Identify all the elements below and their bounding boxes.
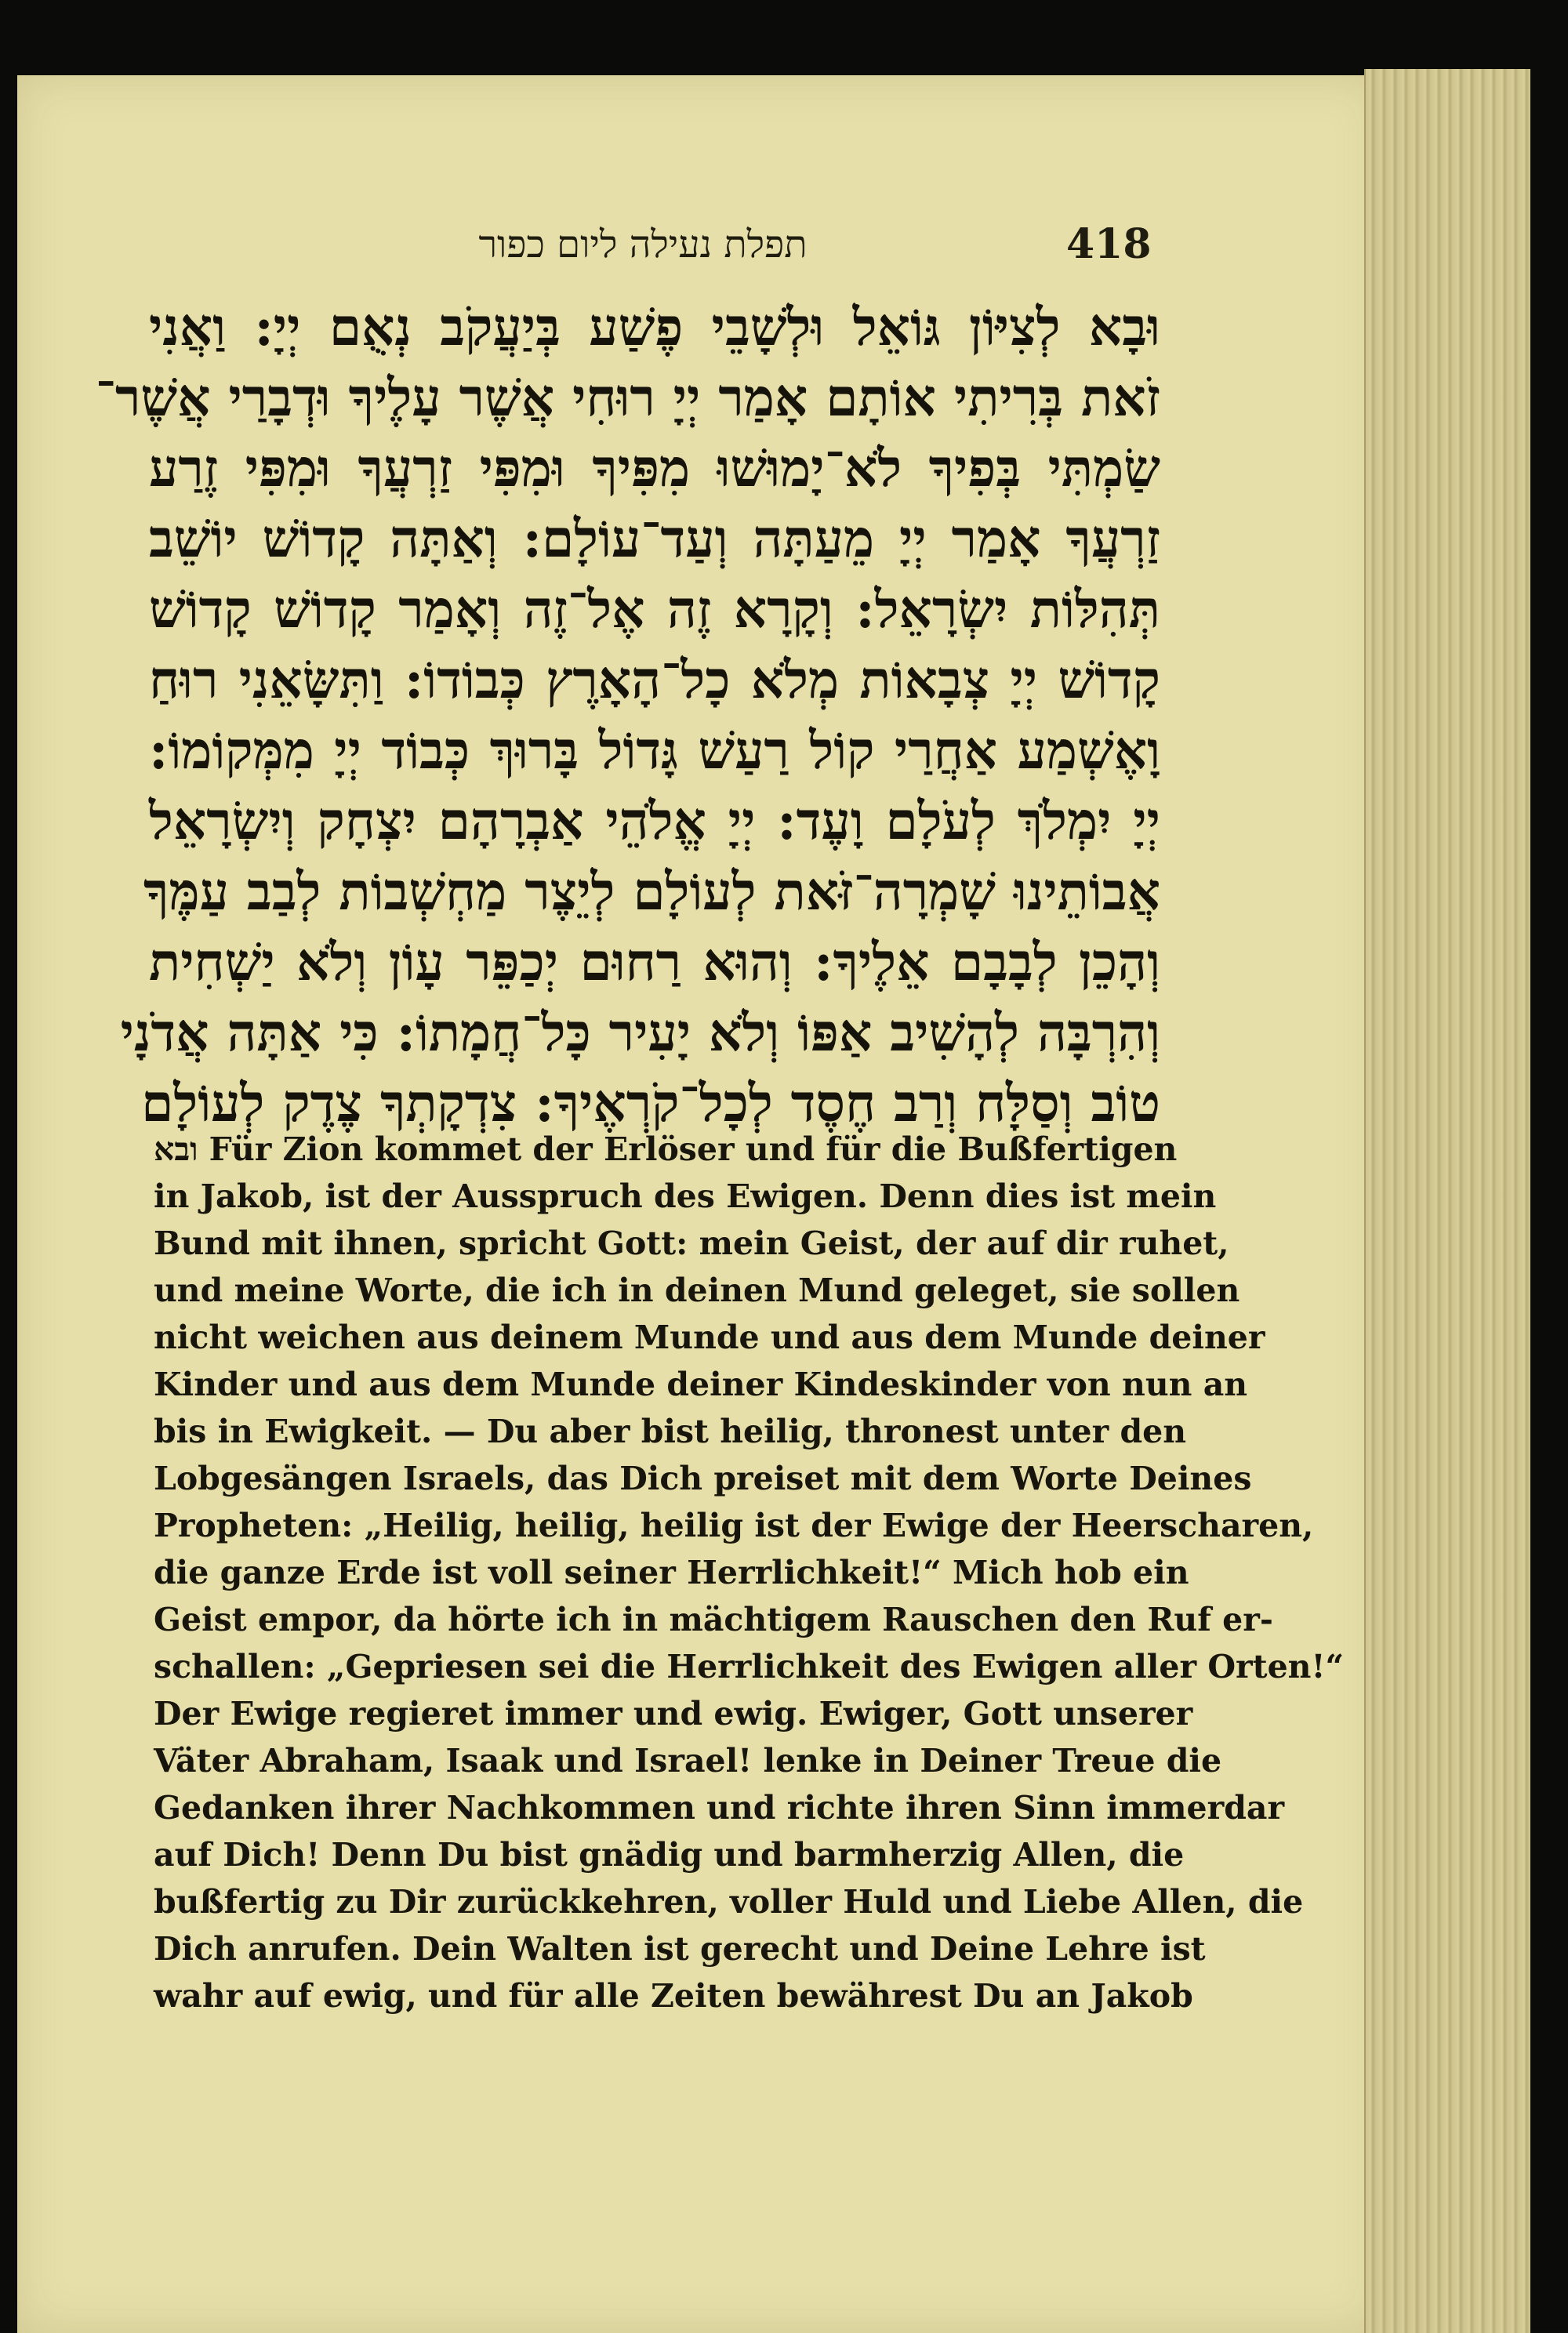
german-line: Dich anrufen. Dein Walten ist gerecht und Deine Lehre ist — [154, 1930, 1206, 1968]
german-line: Propheten: „Heilig, heilig, heilig ist der Ewige der Heerscharen, — [154, 1507, 1314, 1544]
german-line — [154, 1126, 1178, 1173]
hebrew-line: קָדוֹשׁ יְיָ צְבָאוֹת מְלֹא כָל־הָאָרֶץ כְּבוֹדוֹ: וַתִּשָּׂאֵנִי רוּחַ — [149, 649, 1160, 710]
hebrew-line: שַׂמְתִּי בְּפִיךָ לֹא־יָמוּשׁוּ מִפִּיךָ וּמִפִּי זַרְעֲךָ וּמִפִּי זֶרַע — [149, 437, 1160, 499]
german-line: und meine Worte, die ich in deinen Mund geleget, sie sollen — [154, 1272, 1240, 1309]
german-line: Väter Abraham, Isaak und Israel! lenke in Deiner Treue die — [154, 1742, 1222, 1780]
german-line: schallen: „Gepriesen sei die Herrlichkeit des Ewigen aller Orten!“ — [154, 1648, 1345, 1685]
german-line-text: Für Zion kommet der Erlöser und für die Bußfertigen — [209, 1130, 1178, 1168]
german-line: Bund mit ihnen, spricht Gott: mein Geist, der auf dir ruhet, — [154, 1225, 1229, 1262]
hebrew-line: וְהָכֵן לְבָבָם אֵלֶיךָ: וְהוּא רַחוּם יְכַפֵּר עָוֹן וְלֹא יַשְׁחִית — [149, 931, 1160, 992]
hebrew-line: זֹאת בְּרִיתִי אוֹתָם אָמַר יְיָ רוּחִי אֲשֶׁר עָלֶיךָ וּדְבָרַי אֲשֶׁר־ — [95, 367, 1160, 428]
hebrew-line: טוֹב וְסַלָּח וְרַב חֶסֶד לְכָל־קֹרְאֶיךָ: צִדְקָתְךָ צֶדֶק לְעוֹלָם — [141, 1072, 1160, 1134]
german-line: in Jakob, ist der Ausspruch des Ewigen. Denn dies ist mein — [154, 1177, 1217, 1215]
hebrew-line: וְהִרְבָּה לְהָשִׁיב אַפּוֹ וְלֹא יָעִיר כָּל־חֲמָתוֹ: כִּי אַתָּה אֲדֹנָי — [120, 1002, 1160, 1063]
page-number: 418 — [1066, 220, 1152, 268]
page-edges — [1364, 69, 1530, 2333]
german-line: Lobgesängen Israels, das Dich preiset mit dem Worte Deines — [154, 1460, 1252, 1497]
hebrew-text-block — [95, 292, 1160, 1138]
lead-hebrew-word: ובא — [154, 1130, 198, 1168]
german-line: Kinder und aus dem Munde deiner Kindeskinder von nun an — [154, 1366, 1248, 1403]
german-line: Geist empor, da hörte ich in mächtigem Rauschen den Ruf er- — [154, 1601, 1273, 1638]
german-line: die ganze Erde ist voll seiner Herrlichkeit!“ Mich hob ein — [154, 1554, 1189, 1591]
hebrew-line: אֲבוֹתֵינוּ שָׁמְרָה־זֹּאת לְעוֹלָם לְיֵצֶר מַחְשְׁבוֹת לְבַב עַמֶּךָ — [143, 861, 1160, 922]
german-translation-block — [154, 1126, 1345, 2019]
hebrew-line: זַרְעֲךָ אָמַר יְיָ מֵעַתָּה וְעַד־עוֹלָם: וְאַתָּה קָדוֹשׁ יוֹשֵׁב — [149, 508, 1160, 569]
hebrew-line: תְּהִלּוֹת יִשְׂרָאֵל: וְקָרָא זֶה אֶל־זֶה וְאָמַר קָדוֹשׁ קָדוֹשׁ — [149, 579, 1160, 640]
hebrew-line: וָאֶשְׁמַע אַחֲרַי קוֹל רַעַשׁ גָּדוֹל בָּרוּךְ כְּבוֹד יְיָ מִמְּקוֹמוֹ: — [149, 720, 1160, 781]
hebrew-line: וּבָא לְצִיּוֹן גּוֹאֵל וּלְשָׁבֵי פֶשַׁע בְּיַעֲקֹב נְאֻם יְיָ: וַאֲנִי — [149, 296, 1160, 357]
german-line: bußfertig zu Dir zurückkehren, voller Huld und Liebe Allen, die — [154, 1883, 1304, 1921]
hebrew-line: יְיָ יִמְלֹךְ לְעֹלָם וָעֶד: יְיָ אֱלֹהֵי אַבְרָהָם יִצְחָק וְיִשְׂרָאֵל — [149, 790, 1160, 851]
german-line: Gedanken ihrer Nachkommen und richte ihren Sinn immerdar — [154, 1789, 1285, 1827]
german-line: auf Dich! Denn Du bist gnädig und barmherzig Allen, die — [154, 1836, 1185, 1874]
german-line: Der Ewige regieret immer und ewig. Ewiger, Gott unserer — [154, 1695, 1193, 1733]
running-header-hebrew: תפלת נעילה ליום כפור — [478, 223, 808, 267]
german-line: wahr auf ewig, und für alle Zeiten bewährest Du an Jakob — [154, 1977, 1193, 2015]
german-line: nicht weichen aus deinem Munde und aus dem Munde deiner — [154, 1319, 1265, 1356]
german-line: bis in Ewigkeit. — Du aber bist heilig, thronest unter den — [154, 1413, 1187, 1450]
